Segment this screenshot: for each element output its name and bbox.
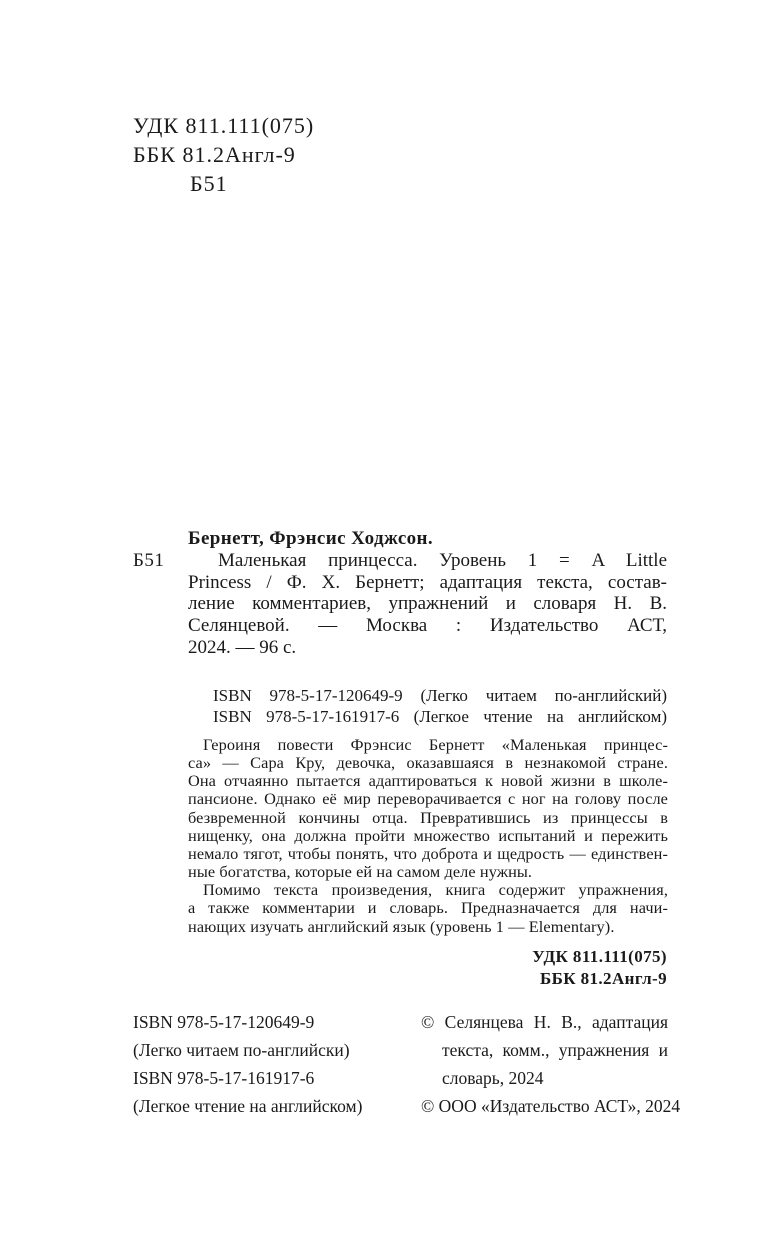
- annotation-line: Она отчаянно пытается адаптироваться к новой жизни в школе-: [188, 771, 668, 791]
- author-heading: Бернетт, Фрэнсис Ходжсон.: [188, 528, 434, 549]
- copyright-adaptation: [421, 1008, 668, 1092]
- copyright-line: текста, комм., упражнения и: [442, 1040, 668, 1060]
- annotation-line: ные богатства, которые ей на самом деле нужны.: [188, 862, 533, 882]
- udk-code-bottom: УДК 811.111(075): [532, 947, 667, 966]
- catalog-margin-sign: Б51: [133, 549, 165, 571]
- annotation-line: са» — Сара Кру, девочка, оказавшаяся в незнакомой стране.: [188, 753, 668, 773]
- annotation-line: нищенку, она должна пройти множество испытаний и пережить: [188, 825, 668, 845]
- copyright-line: словарь, 2024: [442, 1068, 544, 1088]
- imprint-isbn-block: [133, 1008, 362, 1120]
- copyright-line: © Селянцева Н. В., адаптация: [421, 1012, 668, 1032]
- catalog-description-line: ление комментариев, упражнений и словаря Н. В.: [188, 593, 667, 615]
- annotation-paragraph-2: [188, 881, 668, 935]
- catalog-description-line: Princess / Ф. Х. Бернетт; адаптация текста, состав-: [188, 571, 667, 593]
- bottom-classification-block: [400, 946, 667, 989]
- catalog-entry-body: [188, 528, 667, 659]
- bbk-code: ББК 81.2Англ-9: [133, 142, 296, 167]
- annotation: [188, 736, 668, 936]
- udk-code: УДК 811.111(075): [133, 113, 315, 138]
- imprint-isbn-line: (Легкое чтение на английском): [133, 1096, 363, 1116]
- copyright-line: © ООО «Издательство АСТ», 2024: [421, 1096, 681, 1116]
- annotation-line: пансионе. Однако её мир переворачивается с ног на голову после: [188, 789, 668, 809]
- catalog-description-line: Селянцевой. — Москва : Издательство АСТ,: [188, 615, 667, 637]
- annotation-line: нающих изучать английский язык (уровень 1 — Elementary).: [188, 916, 615, 936]
- annotation-line: безвременной кончины отца. Превратившись из принцессы в: [188, 807, 668, 827]
- imprint-isbn-line: ISBN 978-5-17-161917-6: [133, 1068, 315, 1088]
- annotation-line: Помимо текста произведения, книга содержит упражнения,: [203, 880, 668, 900]
- catalog-isbn-block: [213, 686, 667, 727]
- bbk-code-bottom: ББК 81.2Англ-9: [539, 968, 667, 988]
- catalog-description-line: Маленькая принцесса. Уровень 1 = A Little: [218, 549, 667, 571]
- annotation-paragraph-1: [188, 736, 668, 881]
- catalog-entry: [133, 528, 667, 659]
- annotation-line: Героиня повести Фрэнсис Бернетт «Маленькая принцес-: [203, 735, 668, 754]
- catalog-description-line: 2024. — 96 с.: [188, 636, 297, 658]
- copyright-publisher: [421, 1092, 681, 1120]
- imprint-isbn-line: ISBN 978-5-17-120649-9: [133, 1012, 315, 1032]
- imprint-copyright-block: [421, 1008, 681, 1120]
- author-sign: Б51: [190, 171, 228, 196]
- isbn-line: ISBN 978-5-17-161917-6 (Легкое чтение на английском): [213, 706, 667, 726]
- annotation-line: немало тягот, чтобы понять, что доброта и щедрость — единствен-: [188, 843, 668, 863]
- isbn-line: ISBN 978-5-17-120649-9 (Легко читаем по-английский): [213, 686, 667, 705]
- annotation-line: а также комментарии и словарь. Предназначается для начи-: [188, 898, 668, 918]
- top-classification-block: [133, 111, 314, 198]
- imprint-isbn-line: (Легко читаем по-английски): [133, 1040, 350, 1060]
